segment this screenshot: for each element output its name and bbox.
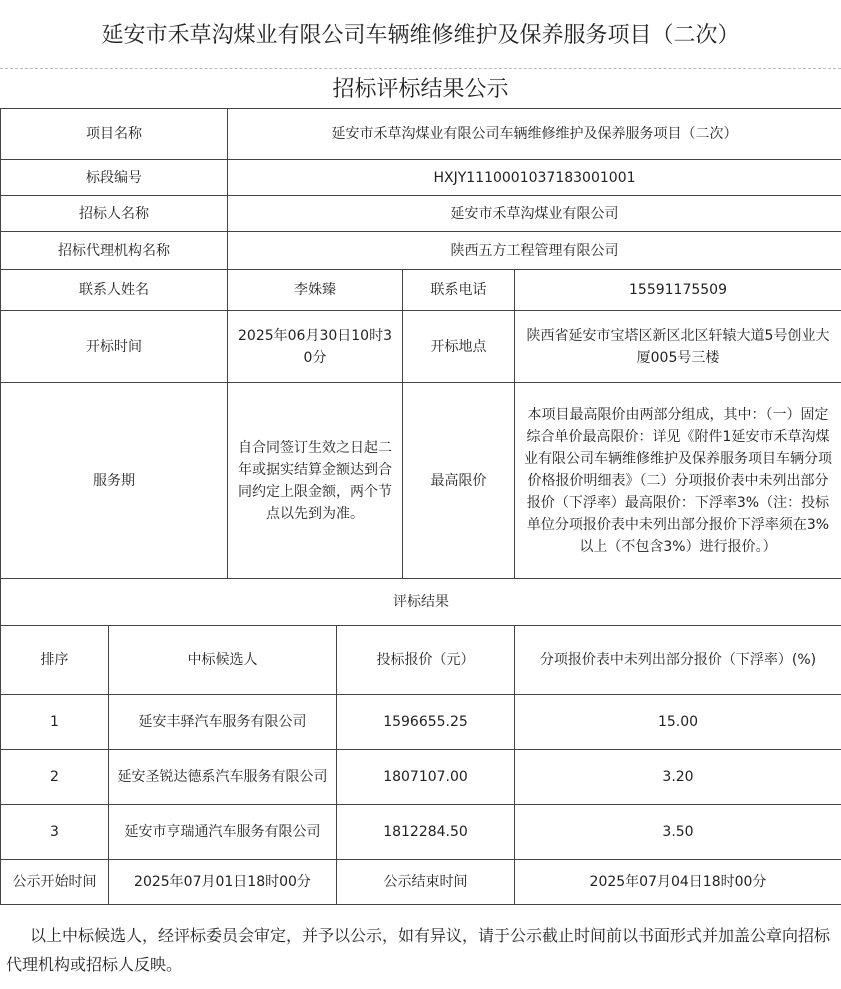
- open-place-label: 开标地点: [403, 311, 515, 383]
- max-price-label: 最高限价: [403, 383, 515, 579]
- tenderer-label: 招标人名称: [1, 196, 228, 232]
- tenderer-value: 延安市禾草沟煤业有限公司: [228, 196, 841, 232]
- publicity-start-label: 公示开始时间: [1, 860, 109, 905]
- phone-value: 15591175509: [515, 270, 841, 311]
- result-discount: 3.50: [515, 805, 841, 860]
- project-name-label: 项目名称: [1, 109, 228, 160]
- result-discount: 3.20: [515, 750, 841, 805]
- result-rank: 2: [1, 750, 109, 805]
- section-no-label: 标段编号: [1, 160, 228, 196]
- row-contact: [1, 270, 841, 311]
- result-candidate: 延安圣锐达德系汽车服务有限公司: [109, 750, 337, 805]
- row-section-no: [1, 160, 841, 196]
- row-publicity: [1, 860, 841, 905]
- table-row: [1, 805, 841, 860]
- table-row: [1, 750, 841, 805]
- result-bid-price: 1807107.00: [337, 750, 515, 805]
- phone-label: 联系电话: [403, 270, 515, 311]
- contact-label: 联系人姓名: [1, 270, 228, 311]
- row-service-period: [1, 383, 841, 579]
- header-bid-price: 投标报价（元）: [337, 626, 515, 695]
- result-discount: 15.00: [515, 695, 841, 750]
- agency-value: 陕西五方工程管理有限公司: [228, 232, 841, 270]
- footer-notice: 以上中标候选人，经评标委员会审定，并予以公示，如有异议，请于公示截止时间前以书面形式并加盖公章向招标代理机构或招标人反映。: [6, 926, 831, 974]
- page-subtitle: 招标评标结果公示: [332, 77, 509, 102]
- agency-label: 招标代理机构名称: [1, 232, 228, 270]
- header-rank: 排序: [1, 626, 109, 695]
- result-candidate: 延安丰驿汽车服务有限公司: [109, 695, 337, 750]
- open-time-value: 2025年06月30日10时30分: [228, 311, 403, 383]
- header-candidate: 中标候选人: [109, 626, 337, 695]
- bid-result-table: [0, 108, 841, 905]
- open-place-value: 陕西省延安市宝塔区新区北区轩辕大道5号创业大厦005号三楼: [515, 311, 841, 383]
- table-row: [1, 695, 841, 750]
- publicity-start-value: 2025年07月01日18时00分: [109, 860, 337, 905]
- result-rank: 1: [1, 695, 109, 750]
- max-price-value: 本项目最高限价由两部分组成，其中：（一）固定综合单价最高限价：详见《附件1延安市禾草沟煤业有限公司车辆维修维护及保养服务项目车辆分项价格报价明细表》（二）分项报价表中未列出部分报价（下浮率）最高限价：下浮率3%（注：投标单位分项报价表中未列出部分报价下浮率须在3%以上（不包含3%）进行报价。）: [515, 383, 841, 579]
- result-rank: 3: [1, 805, 109, 860]
- result-section-label: 评标结果: [1, 579, 841, 626]
- publicity-end-value: 2025年07月04日18时00分: [515, 860, 841, 905]
- section-no-value: HXJY1110001037183001001: [228, 160, 841, 196]
- row-result-section: [1, 579, 841, 626]
- service-period-label: 服务期: [1, 383, 228, 579]
- row-project-name: [1, 109, 841, 160]
- result-bid-price: 1596655.25: [337, 695, 515, 750]
- service-period-value: 自合同签订生效之日起二年或据实结算金额达到合同约定上限金额，两个节点以先到为准。: [228, 383, 403, 579]
- divider: [0, 68, 841, 69]
- header-discount: 分项报价表中未列出部分报价（下浮率）(%): [515, 626, 841, 695]
- row-tenderer: [1, 196, 841, 232]
- open-time-label: 开标时间: [1, 311, 228, 383]
- result-candidate: 延安市亨瑞通汽车服务有限公司: [109, 805, 337, 860]
- page-title: 延安市禾草沟煤业有限公司车辆维修维护及保养服务项目（二次）: [101, 23, 740, 48]
- result-bid-price: 1812284.50: [337, 805, 515, 860]
- contact-value: 李姝臻: [228, 270, 403, 311]
- row-open-time: [1, 311, 841, 383]
- row-agency: [1, 232, 841, 270]
- publicity-end-label: 公示结束时间: [337, 860, 515, 905]
- project-name-value: 延安市禾草沟煤业有限公司车辆维修维护及保养服务项目（二次）: [228, 109, 841, 160]
- result-header-row: [1, 626, 841, 695]
